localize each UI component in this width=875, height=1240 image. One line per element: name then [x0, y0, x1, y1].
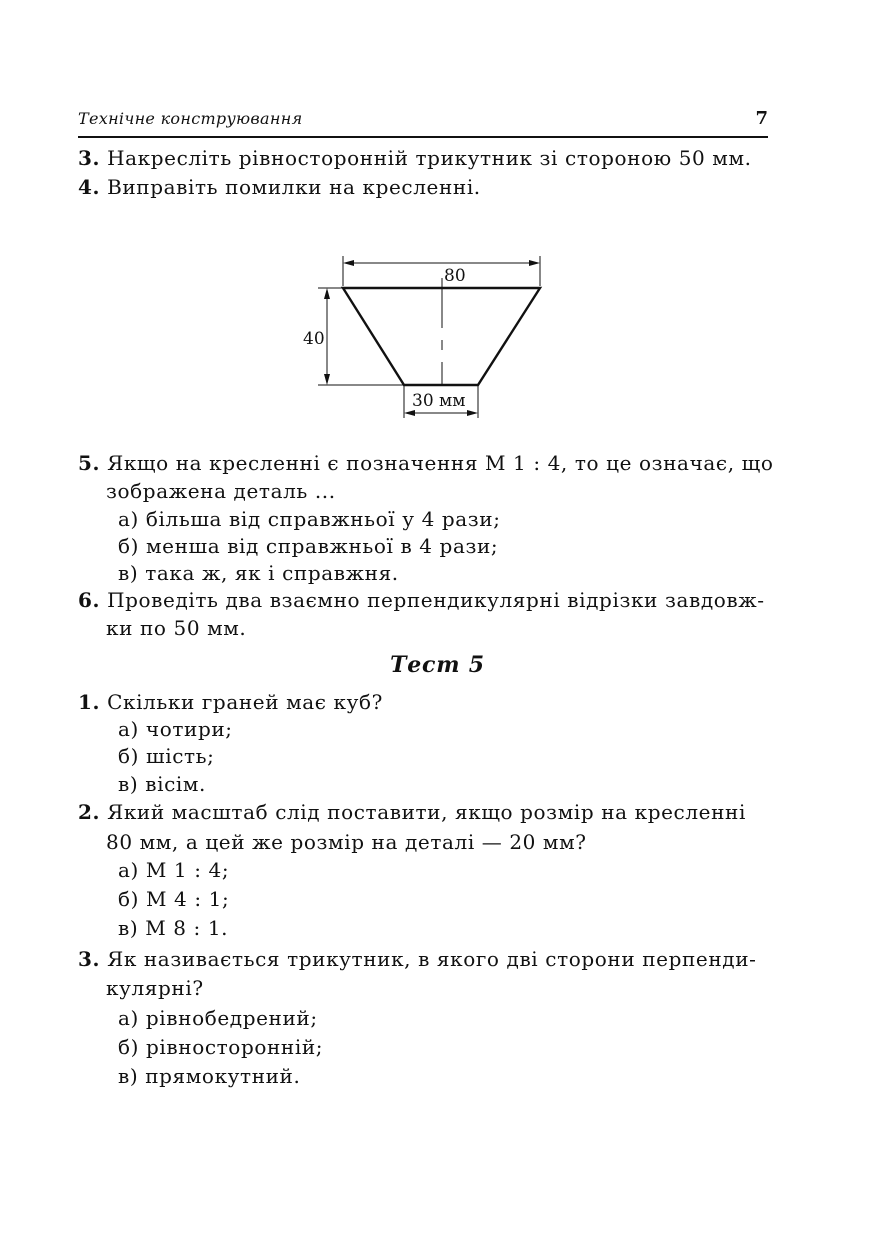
- test-5-question-2: [78, 799, 746, 825]
- question-2-option-c: в) М 8 : 1.: [118, 916, 229, 940]
- question-1-option-a: а) чотири;: [118, 717, 233, 741]
- task-6-line-1: [78, 587, 765, 613]
- task-5-option-c: в) така ж, як і справжня.: [118, 561, 399, 585]
- test-5-title: Тест 5: [390, 652, 485, 678]
- task-3: [78, 145, 752, 171]
- left-arrow-bottom: [324, 374, 330, 385]
- question-2-option-b: б) М 4 : 1;: [118, 887, 230, 911]
- left-arrow-top: [324, 288, 330, 299]
- question-1-option-c: в) вісім.: [118, 772, 206, 796]
- page-number: 7: [755, 108, 768, 129]
- task-4-text: Виправіть помилки на кресленні.: [107, 175, 481, 199]
- trapezoid-drawing: [290, 250, 560, 425]
- bottom-arrow-right: [467, 410, 478, 416]
- task-5-text-1: Якщо на кресленні є позначення М 1 : 4, то це означає, що: [107, 451, 774, 475]
- task-6-text-1: Проведіть два взаємно перпендикулярні відрізки завдовж-: [107, 588, 765, 612]
- task-4: [78, 174, 481, 200]
- question-3-number: 3.: [78, 947, 101, 971]
- task-5-option-b: б) менша від справжньої в 4 рази;: [118, 534, 499, 558]
- question-3-text-1: Як називається трикутник, в якого дві сторони перпенди-: [107, 947, 757, 971]
- question-3-option-a: а) рівнобедрений;: [118, 1006, 318, 1030]
- question-2-option-a: а) М 1 : 4;: [118, 858, 230, 882]
- question-2-text-2: 80 мм, а цей же розмір на деталі — 20 мм?: [106, 830, 587, 854]
- task-5-line-1: [78, 450, 773, 476]
- task-5-number: 5.: [78, 451, 101, 475]
- running-header: [78, 106, 768, 138]
- task-5-line-2: зображена деталь ...: [106, 479, 336, 503]
- task-3-text: Накресліть рівносторонній трикутник зі стороною 50 мм.: [107, 146, 752, 170]
- task-6-number: 6.: [78, 588, 101, 612]
- test-5-question-1: [78, 689, 383, 715]
- question-2-number: 2.: [78, 800, 101, 824]
- question-3-text-2: кулярні?: [106, 976, 204, 1000]
- task-5-option-a: а) більша від справжньої у 4 рази;: [118, 507, 501, 531]
- task-4-number: 4.: [78, 175, 101, 199]
- top-dimension-label: 80: [444, 266, 466, 286]
- question-1-text: Скільки граней має куб?: [107, 690, 383, 714]
- question-3-option-b: б) рівносторонній;: [118, 1035, 324, 1059]
- question-2-text-1: Який масштаб слід поставити, якщо розмір на кресленні: [107, 800, 746, 824]
- bottom-dimension-label: 30 мм: [412, 391, 466, 411]
- question-1-option-b: б) шість;: [118, 744, 215, 768]
- question-3-option-c: в) прямокутний.: [118, 1064, 301, 1088]
- top-arrow-left: [343, 260, 354, 266]
- task-6-line-2: ки по 50 мм.: [106, 616, 247, 640]
- top-arrow-right: [529, 260, 540, 266]
- test-5-question-3: [78, 946, 757, 972]
- task-3-number: 3.: [78, 146, 101, 170]
- question-1-number: 1.: [78, 690, 101, 714]
- left-dimension-label: 40: [303, 329, 325, 349]
- header-title: Технічне конструювання: [78, 109, 303, 128]
